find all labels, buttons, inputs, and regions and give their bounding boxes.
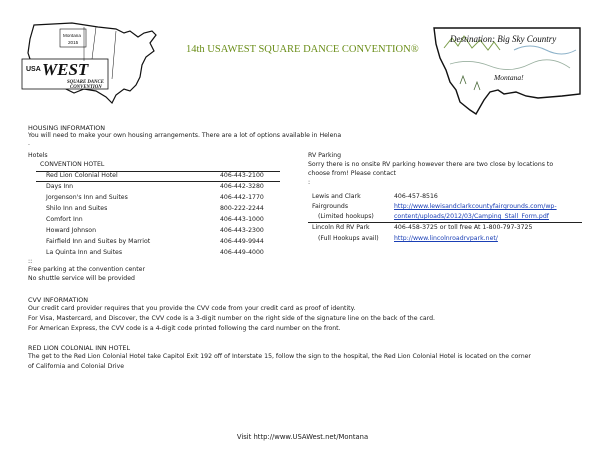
footer-link[interactable]: Visit http://www.USAWest.net/Montana — [236, 433, 369, 441]
hotel-row-divider — [36, 181, 280, 182]
hotel-phone: 406-443-2100 — [220, 172, 264, 179]
hotel-name: Shilo Inn and Suites — [46, 205, 108, 212]
logo-badge-line1: Montana — [63, 33, 81, 38]
hotel-name: La Quinta Inn and Suites — [46, 249, 123, 256]
rv-heading: RV Parking — [308, 152, 342, 159]
hotel-name: Comfort Inn — [46, 216, 83, 223]
hotel-phone: 406-442-1770 — [220, 194, 264, 201]
lewis-name-2: Fairgrounds — [312, 203, 349, 210]
cvv-heading: CVV INFORMATION — [28, 296, 89, 304]
logo-subtitle-1: SQUARE DANCE — [67, 80, 104, 85]
cvv-line-1: Our credit card provider requires that you provide the CVV code from your credit card as proof of identity. — [28, 305, 356, 312]
hotel-phone: 406-442-3280 — [220, 183, 264, 190]
hotels-colons: :: — [28, 258, 33, 265]
lincoln-name-2: (Full Hookups avail) — [318, 235, 379, 242]
usawest-logo — [20, 19, 170, 105]
hotel-phone: 406-449-4000 — [220, 249, 264, 256]
rv-row-divider — [308, 222, 582, 223]
montana-map — [430, 24, 584, 121]
cvv-line-2: For Visa, Mastercard, and Discover, the CVV code is a 3-digit number on the right side of the signature line on the back of the card. — [28, 315, 436, 322]
hotel-name: Days Inn — [46, 183, 74, 190]
rv-text-1: Sorry there is no onsite RV parking however there are two close by locations to — [308, 161, 554, 168]
convention-title: 14th USAWEST SQUARE DANCE CONVENTION® — [186, 44, 419, 55]
lincoln-phone: 406-458-3725 or toll free At 1-800-797-3725 — [394, 224, 533, 231]
cvv-line-3: For American Express, the CVV code is a 4-digit code printed following the card number on the front. — [28, 325, 341, 332]
logo-usa-text: USA — [26, 66, 41, 73]
hotel-name: Howard Johnson — [46, 227, 97, 234]
lincoln-link[interactable]: http://www.lincolnroadrvpark.net/ — [394, 235, 498, 242]
housing-dot: . — [28, 140, 30, 147]
lewis-link-1[interactable]: http://www.lewisandclarkcountyfairgrounds.com/wp- — [394, 203, 557, 210]
hotels-label: Hotels — [28, 152, 48, 159]
hotel-phone: 406-449-9944 — [220, 238, 264, 245]
redlion-line-1: The get to the Red Lion Colonial Hotel take Capitol Exit 192 off of Interstate 15, follow the sign to the hospital, the Red Lion Colonial Hotel is located on the corner — [28, 353, 531, 360]
lewis-link-2[interactable]: content/uploads/2012/03/Camping_Stall_Form.pdf — [394, 213, 549, 220]
convention-hotel-label: CONVENTION HOTEL — [40, 161, 105, 168]
rv-colon: : — [308, 179, 311, 186]
lincoln-name-1: Lincoln Rd RV Park — [312, 224, 370, 231]
map-state-text: Montana! — [494, 73, 524, 82]
hotel-name: Jorgenson's Inn and Suites — [46, 194, 128, 201]
lewis-phone: 406-457-8516 — [394, 193, 438, 200]
hotel-phone: 406-443-2300 — [220, 227, 264, 234]
logo-west-text: WEST — [42, 60, 89, 79]
logo-badge-line2: 2015 — [68, 40, 79, 45]
lewis-name-3: (Limited hookups) — [318, 213, 374, 220]
lewis-name-1: Lewis and Clark — [312, 193, 361, 200]
rv-text-2: choose from! Please contact — [308, 170, 396, 177]
shuttle-text: No shuttle service will be provided — [28, 275, 135, 282]
hotel-name: Red Lion Colonial Hotel — [46, 172, 118, 179]
hotel-phone: 800-222-2244 — [220, 205, 264, 212]
map-destination-text: Destination: Big Sky Country — [450, 34, 557, 44]
redlion-line-2: of California and Colonial Drive — [28, 363, 125, 370]
housing-text: You will need to make your own housing arrangements. There are a lot of options available in Helena — [28, 132, 342, 139]
hotel-name: Fairfield Inn and Suites by Marriot — [46, 238, 151, 245]
logo-subtitle-2: CONVENTION — [70, 85, 102, 90]
redlion-heading: RED LION COLONIAL INN HOTEL — [28, 344, 131, 352]
parking-text: Free parking at the convention center — [28, 266, 146, 273]
housing-heading: HOUSING INFORMATION — [28, 124, 106, 132]
hotel-phone: 406-443-1000 — [220, 216, 264, 223]
